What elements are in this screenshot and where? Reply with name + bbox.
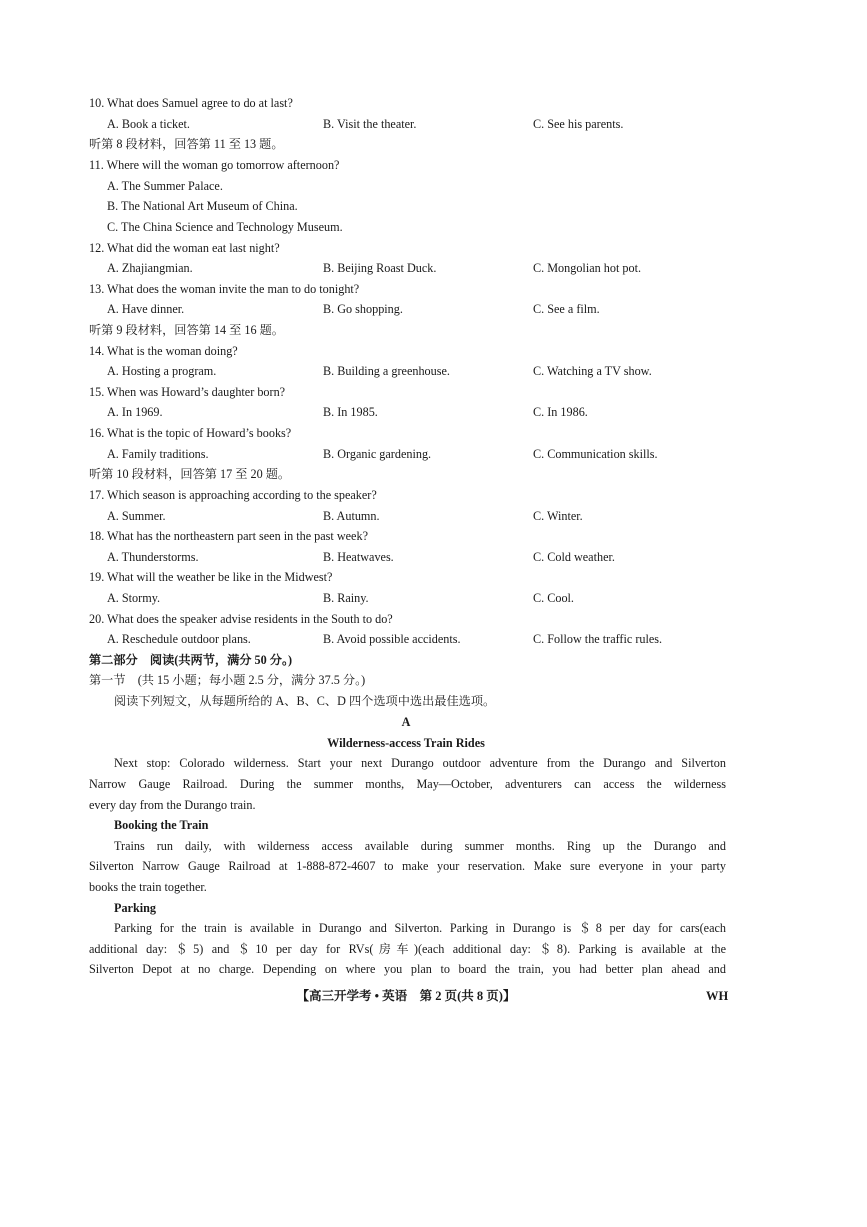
q10-option-b: B. Visit the theater. — [323, 117, 417, 131]
q17-option-a: A. Summer. — [107, 509, 166, 523]
q15-option-a: A. In 1969. — [107, 405, 163, 419]
question-18: 18. What has the northeastern part seen in the past week? — [89, 529, 368, 543]
q18-option-c: C. Cold weather. — [533, 550, 615, 564]
q20-option-c: C. Follow the traffic rules. — [533, 632, 663, 646]
question-13: 13. What does the woman invite the man to do tonight? — [89, 282, 360, 296]
paragraph-3-line-3: Silverton Depot at no charge. Depending on where you plan to board the train, you had better plan ahead and — [89, 962, 726, 976]
question-17: 17. Which season is approaching according to the speaker? — [89, 488, 377, 502]
section-one-title: 第一节 (共 15 小题；每小题 2.5 分，满分 37.5 分。) — [89, 673, 366, 687]
question-12: 12. What did the woman eat last night? — [89, 241, 280, 255]
question-11: 11. Where will the woman go tomorrow afternoon? — [89, 158, 340, 172]
question-15: 15. When was Howard’s daughter born? — [89, 385, 286, 399]
q16-option-c: C. Communication skills. — [533, 447, 658, 461]
parking-heading: Parking — [114, 901, 156, 915]
q17-option-c: C. Winter. — [533, 509, 583, 523]
paragraph-1-line-3: every day from the Durango train. — [89, 798, 256, 812]
section-9-instruction: 听第 9 段材料，回答第 14 至 16 题。 — [89, 323, 284, 337]
part-two-title: 第二部分 阅读(共两节，满分 50 分。) — [89, 653, 293, 667]
booking-heading: Booking the Train — [114, 818, 209, 832]
q11-option-b: B. The National Art Museum of China. — [107, 199, 298, 213]
q11-option-a: A. The Summer Palace. — [107, 179, 223, 193]
q18-option-a: A. Thunderstorms. — [107, 550, 199, 564]
q12-option-b: B. Beijing Roast Duck. — [323, 261, 437, 275]
section-10-instruction: 听第 10 段材料，回答第 17 至 20 题。 — [89, 467, 291, 481]
paragraph-2-line-2: Silverton Narrow Gauge Railroad at 1-888-872-4607 to make your reservation. Make sure everyone in your party — [89, 859, 726, 873]
q15-option-c: C. In 1986. — [533, 405, 588, 419]
paragraph-3-line-1: Parking for the train is available in Durango and Silverton. Parking in Durango is ＄8 per day for cars(each — [114, 921, 726, 935]
q18-option-b: B. Heatwaves. — [323, 550, 394, 564]
question-14: 14. What is the woman doing? — [89, 344, 238, 358]
q17-option-b: B. Autumn. — [323, 509, 380, 523]
question-20: 20. What does the speaker advise residents in the South to do? — [89, 612, 393, 626]
q20-option-b: B. Avoid possible accidents. — [323, 632, 461, 646]
passage-letter: A — [401, 715, 411, 729]
q12-option-c: C. Mongolian hot pot. — [533, 261, 641, 275]
question-19: 19. What will the weather be like in the Midwest? — [89, 570, 333, 584]
q16-option-b: B. Organic gardening. — [323, 447, 432, 461]
paragraph-1-line-1: Next stop: Colorado wilderness. Start your next Durango outdoor adventure from the Durango and Silverton — [114, 756, 726, 770]
footer-code: WH — [706, 989, 729, 1003]
section-8-instruction: 听第 8 段材料，回答第 11 至 13 题。 — [89, 137, 284, 151]
q16-option-a: A. Family traditions. — [107, 447, 209, 461]
q10-option-c: C. See his parents. — [533, 117, 624, 131]
passage-title: Wilderness-access Train Rides — [327, 736, 485, 750]
q13-option-a: A. Have dinner. — [107, 302, 185, 316]
paragraph-2-line-1: Trains run daily, with wilderness access available during summer months. Ring up the Durango and — [114, 839, 726, 853]
q12-option-a: A. Zhajiangmian. — [107, 261, 193, 275]
question-16: 16. What is the topic of Howard’s books? — [89, 426, 292, 440]
paragraph-1-line-2: Narrow Gauge Railroad. During the summer months, May—October, adventurers can access the wilderness — [89, 777, 726, 791]
q19-option-c: C. Cool. — [533, 591, 574, 605]
q10-option-a: A. Book a ticket. — [107, 117, 190, 131]
q13-option-c: C. See a film. — [533, 302, 600, 316]
q19-option-a: A. Stormy. — [107, 591, 161, 605]
reading-instruction: 阅读下列短文，从每题所给的 A、B、C、D 四个选项中选出最佳选项。 — [114, 694, 496, 708]
q14-option-a: A. Hosting a program. — [107, 364, 217, 378]
page-footer: 【高三开学考 • 英语 第 2 页(共 8 页)】 — [296, 989, 516, 1003]
paragraph-3-line-2: additional day: ＄5) and ＄10 per day for RVs(房车)(each additional day: ＄8). Parking is available at the — [89, 942, 726, 956]
q20-option-a: A. Reschedule outdoor plans. — [107, 632, 251, 646]
q14-option-c: C. Watching a TV show. — [533, 364, 652, 378]
q14-option-b: B. Building a greenhouse. — [323, 364, 450, 378]
question-10: 10. What does Samuel agree to do at last? — [89, 96, 293, 110]
q15-option-b: B. In 1985. — [323, 405, 378, 419]
paragraph-2-line-3: books the train together. — [89, 880, 207, 894]
q19-option-b: B. Rainy. — [323, 591, 369, 605]
q11-option-c: C. The China Science and Technology Museum. — [107, 220, 343, 234]
q13-option-b: B. Go shopping. — [323, 302, 403, 316]
